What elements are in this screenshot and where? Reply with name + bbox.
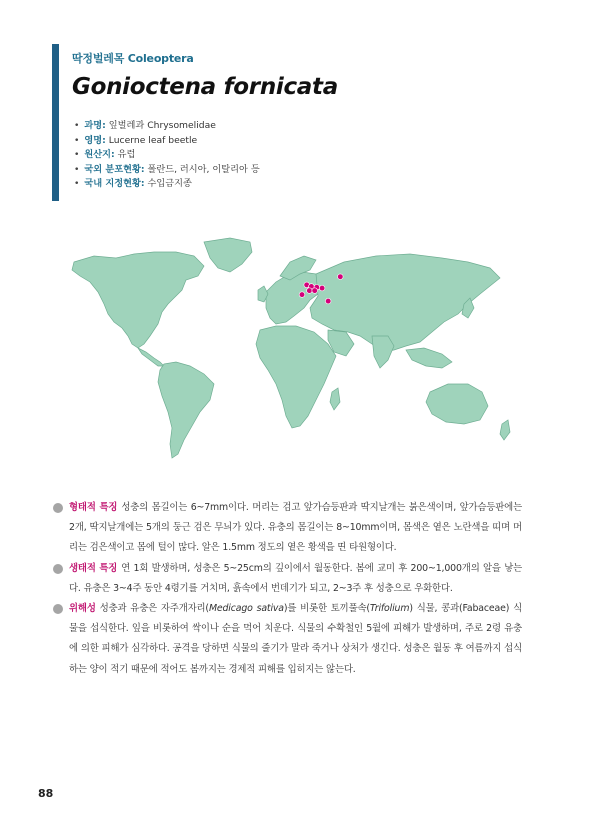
circle-bullet-icon [53, 604, 63, 614]
landmass-new-zealand [500, 420, 510, 440]
landmass-central-america [138, 348, 164, 366]
info-foreign-distribution: • 국외 분포현황: 폴란드, 러시아, 이탈리아 등 [74, 163, 260, 175]
scientific-name: Trifolium [369, 603, 410, 615]
occurrence-marker [319, 285, 325, 291]
info-domestic-status: • 국내 지정현황: 수입금지종 [74, 178, 192, 190]
morphology-paragraph [52, 498, 522, 559]
landmass-group [72, 238, 510, 458]
description-section [52, 498, 522, 680]
landmass-greenland [204, 238, 252, 272]
ecology-paragraph [52, 559, 522, 599]
section-text: ) 식물, 콩과(Fabaceae) 식물을 섭식한다. 잎을 비롯하여 싹이나 순을 먹어 치운다. 식물의 수확철인 5월에 피해가 발생하며, 주로 2령 유충에 의한 피해가 심각하다. 공격을 당하면 식물의 줄기가 말라 죽거나 상처가 생긴다. 성충은 월동 후 여름까지 섭식하는 양이 적기 때문에 적어도 봄까지는 경제적 피해를 입히지는 않는다. [69, 603, 522, 675]
species-header [52, 44, 532, 201]
bullet-icon: • [74, 149, 80, 161]
header-accent-bar [52, 44, 59, 201]
section-heading: 형태적 특징 [69, 502, 118, 513]
landmass-madagascar [330, 388, 340, 410]
landmass-southeast-asia [406, 348, 452, 368]
section-text: 성충의 몸길이는 6~7mm이다. 머리는 검고 앞가슴등판과 딱지날개는 붉은색이며, 앞가슴등판에는 2개, 딱지날개에는 5개의 둥근 검은 무늬가 있다. 유충의 몸길이는 8~10mm이며, 몸색은 옅은 노란색을 띠며 머리는 검은색이고 몸에 털이 많다. 알은 1.5mm 정도의 옅은 황색을 띤 타원형이다. [69, 502, 522, 554]
section-text: )를 비롯한 토끼풀속( [283, 603, 370, 615]
page-number: 88 [38, 787, 54, 800]
order-label: 딱정벌레목 Coleoptera [72, 52, 194, 65]
landmass-south-america [158, 362, 214, 458]
circle-bullet-icon [53, 564, 63, 574]
scientific-name: Medicago sativa [208, 603, 284, 615]
landmass-north-america [72, 252, 204, 348]
bullet-icon: • [74, 120, 80, 131]
landmass-india [372, 336, 394, 368]
occurrence-marker [312, 288, 318, 294]
species-title: Gonioctena fornicata [72, 74, 338, 100]
world-distribution-map [54, 232, 538, 476]
info-english-name: • 영명: Lucerne leaf beetle [74, 134, 198, 146]
occurrence-marker [299, 292, 305, 298]
landmass-africa [256, 326, 336, 428]
occurrence-marker [325, 298, 331, 304]
info-family: • 과명: 잎벌레과 Chrysomelidae [74, 120, 216, 131]
landmass-australia [426, 384, 488, 424]
circle-bullet-icon [53, 503, 63, 513]
harmfulness-paragraph [52, 599, 522, 680]
section-heading: 생태적 특징 [69, 562, 118, 574]
bullet-icon: • [74, 178, 80, 190]
info-list [74, 119, 260, 192]
section-heading: 위해성 [69, 603, 96, 615]
bullet-icon: • [74, 134, 80, 146]
bullet-icon: • [74, 163, 80, 175]
occurrence-marker [307, 288, 313, 294]
info-origin: • 원산지: 유럽 [74, 149, 136, 161]
section-text: 연 1회 발생하며, 성충은 5~25cm의 깊이에서 월동한다. 봄에 교미 후 200~1,000개의 알을 낳는다. 유충은 3~4주 동안 4령기를 거치며, 흙속에서 번데기가 되고, 2~3주 후 성충으로 우화한다. [69, 562, 523, 594]
occurrence-marker [338, 274, 344, 280]
section-text: 성충과 유충은 자주개자리( [99, 603, 209, 615]
